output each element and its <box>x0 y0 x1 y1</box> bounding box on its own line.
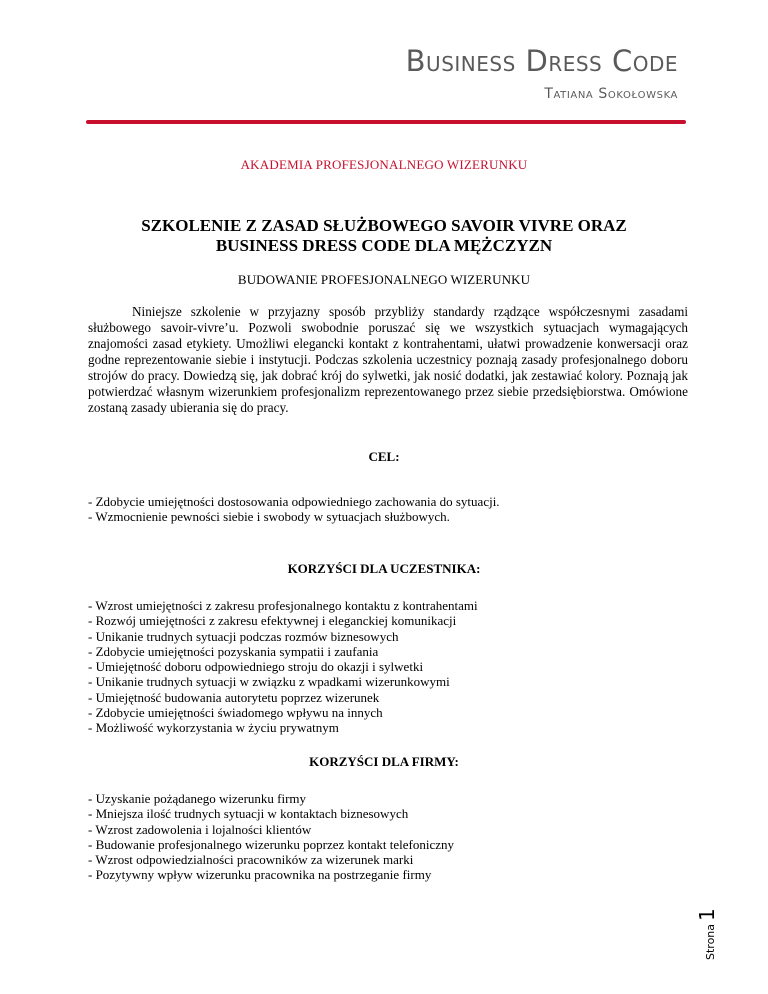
list-item: - Wzmocnienie pewności siebie i swobody w sytuacjach służbowych. <box>88 509 450 525</box>
list-item: - Umiejętność budowania autorytetu poprzez wizerunek <box>88 689 380 705</box>
list-item: - Unikanie trudnych sytuacji w związku z wpadkami wizerunkowymi <box>88 674 450 690</box>
list-item: - Budowanie profesjonalnego wizerunku poprzez kontakt telefoniczny <box>88 836 455 852</box>
page-number-value: 1 <box>695 908 719 921</box>
company-benefits-list <box>88 791 688 883</box>
document-subtitle: BUDOWANIE PROFESJONALNEGO WIZERUNKU <box>237 272 531 287</box>
participant-benefits-list <box>88 598 688 736</box>
title-line-2: BUSINESS DRESS CODE DLA MĘŻCZYZN <box>215 236 553 255</box>
brand-author: Tatiana Sokołowska <box>544 86 678 102</box>
title-line-1: SZKOLENIE Z ZASAD SŁUŻBOWEGO SAVOIR VIVRE ORAZ <box>141 216 627 235</box>
page-label: Strona <box>704 923 717 960</box>
header-divider <box>86 120 686 124</box>
list-item: - Zdobycie umiejętności świadomego wpływu na innych <box>88 705 383 721</box>
list-item: - Wzrost zadowolenia i lojalności klientów <box>88 821 312 837</box>
list-item: - Możliwość wykorzystania w życiu prywatnym <box>88 720 339 736</box>
cel-heading: CEL: <box>368 449 400 464</box>
document-title <box>80 216 688 256</box>
page-number <box>690 860 740 960</box>
list-item: - Zdobycie umiejętności pozyskania sympatii i zaufania <box>88 643 379 659</box>
cel-list <box>88 494 688 525</box>
list-item: - Wzrost odpowiedzialności pracowników za wizerunek marki <box>88 852 414 868</box>
brand-title: Business Dress Code <box>405 44 678 78</box>
participant-benefits-heading: KORZYŚCI DLA UCZESTNIKA: <box>287 561 481 576</box>
list-item: - Unikanie trudnych sytuacji podczas rozmów biznesowych <box>88 628 399 644</box>
list-item: - Uzyskanie pożądanego wizerunku firmy <box>88 791 307 806</box>
list-item: - Umiejętność doboru odpowiedniego stroju do okazji i sylwetki <box>88 659 424 675</box>
company-benefits-heading: KORZYŚCI DLA FIRMY: <box>309 754 459 769</box>
academy-name: AKADEMIA PROFESJONALNEGO WIZERUNKU <box>240 157 528 172</box>
list-item: - Rozwój umiejętności z zakresu efektywnej i eleganckiej komunikacji <box>88 613 457 629</box>
list-item: - Mniejsza ilość trudnych sytuacji w kontaktach biznesowych <box>88 806 409 822</box>
list-item: - Wzrost umiejętności z zakresu profesjonalnego kontaktu z kontrahentami <box>88 598 478 613</box>
intro-paragraph: Niniejsze szkolenie w przyjazny sposób przybliży standardy rządzące współczesnymi zasadami służbowego savoir-vivre’u. Pozwoli swobodnie poruszać się we wszystkich sytuacjach wymagających znajomości zasad etykiety. Umożliwi elegancki kontakt z kontrahentami, ułatwi prowadzenie konwersacji oraz godne reprezentowanie siebie i instytucji. Podczas szkolenia uczestnicy poznają zasady profesjonalnego doboru strojów do pracy. Dowiedzą się, jak dobrać krój do sylwetki, jak nosić dodatki, jak zestawiać kolory. Poznają jak potwierdzać własnym wizerunkiem profesjonalizm reprezentowanego przez siebie przedsiębiorstwa. Omówione zostaną zasady ubierania się do pracy. <box>88 304 688 415</box>
list-item: - Pozytywny wpływ wizerunku pracownika na postrzeganie firmy <box>88 867 432 883</box>
list-item: - Zdobycie umiejętności dostosowania odpowiedniego zachowania do sytuacji. <box>88 494 500 509</box>
